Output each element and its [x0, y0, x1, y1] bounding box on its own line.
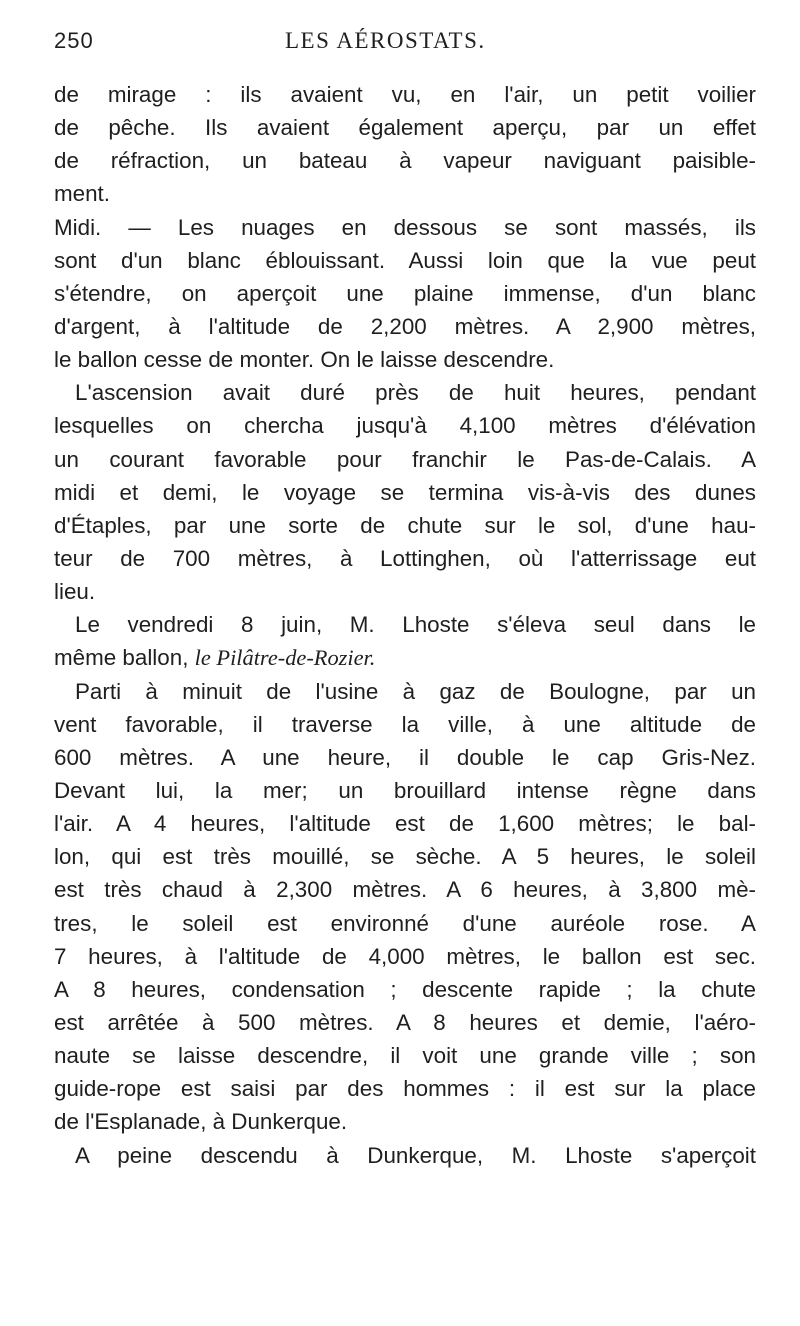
- text-line: Devant lui, la mer; un brouillard intense règne dans: [54, 777, 756, 803]
- text-line: un courant favorable pour franchir le Pas-de-Calais. A: [54, 446, 756, 472]
- running-head: [54, 28, 756, 68]
- page-number: 250: [54, 28, 94, 53]
- text-line: d'argent, à l'altitude de 2,200 mètres. A 2,900 mètres,: [54, 313, 756, 339]
- text-line: naute se laisse descendre, il voit une grande ville ; son: [54, 1043, 756, 1069]
- body-text: [54, 78, 756, 1172]
- text-line: d'Étaples, par une sorte de chute sur le sol, d'une hau-: [54, 512, 756, 538]
- running-title: LES AÉROSTATS.: [285, 28, 486, 53]
- text-line: [54, 641, 756, 674]
- text-line: vent favorable, il traverse la ville, à une altitude de: [54, 711, 756, 737]
- text-line: Le vendredi 8 juin, M. Lhoste s'éleva seul dans le: [75, 612, 756, 638]
- text-line: Parti à minuit de l'usine à gaz de Boulogne, par un: [75, 678, 756, 704]
- text-line: A peine descendu à Dunkerque, M. Lhoste s'aperçoit: [75, 1142, 756, 1168]
- text-line: lieu.: [54, 579, 96, 605]
- balloon-name: le Pilâtre-de-Rozier.: [194, 645, 376, 671]
- text-line: le ballon cesse de monter. On le laisse descendre.: [54, 347, 555, 373]
- text-line: 600 mètres. A une heure, il double le cap Gris-Nez.: [54, 744, 756, 770]
- text-line: de pêche. Ils avaient également aperçu, par un effet: [54, 115, 756, 141]
- text-line: de mirage : ils avaient vu, en l'air, un petit voilier: [54, 82, 756, 107]
- text-line: de l'Esplanade, à Dunkerque.: [54, 1109, 348, 1135]
- text-line: L'ascension avait duré près de huit heures, pendant: [75, 380, 756, 406]
- text-line: 7 heures, à l'altitude de 4,000 mètres, le ballon est sec.: [54, 943, 756, 969]
- text-line: tres, le soleil est environné d'une auréole rose. A: [54, 910, 756, 936]
- text-line: midi et demi, le voyage se termina vis-à-vis des dunes: [54, 479, 756, 505]
- text-line: ment.: [54, 181, 110, 207]
- text-line: lesquelles on chercha jusqu'à 4,100 mètres d'élévation: [54, 413, 756, 439]
- text-line: est très chaud à 2,300 mètres. A 6 heures, à 3,800 mè-: [54, 877, 756, 903]
- text-line: est arrêtée à 500 mètres. A 8 heures et demie, l'aéro-: [54, 1009, 756, 1035]
- text-line: Midi. — Les nuages en dessous se sont massés, ils: [54, 214, 756, 240]
- text-line: s'étendre, on aperçoit une plaine immense, d'un blanc: [54, 280, 756, 306]
- text-line: de réfraction, un bateau à vapeur naviguant paisible-: [54, 148, 756, 174]
- text-segment: même ballon,: [54, 645, 195, 671]
- text-line: l'air. A 4 heures, l'altitude est de 1,600 mètres; le bal-: [54, 811, 756, 837]
- text-line: teur de 700 mètres, à Lottinghen, où l'atterrissage eut: [54, 545, 756, 571]
- text-line: A 8 heures, condensation ; descente rapide ; la chute: [54, 976, 756, 1002]
- text-line: lon, qui est très mouillé, se sèche. A 5 heures, le soleil: [54, 844, 756, 870]
- text-line: sont d'un blanc éblouissant. Aussi loin que la vue peut: [54, 247, 756, 273]
- text-line: guide-rope est saisi par des hommes : il est sur la place: [54, 1076, 756, 1102]
